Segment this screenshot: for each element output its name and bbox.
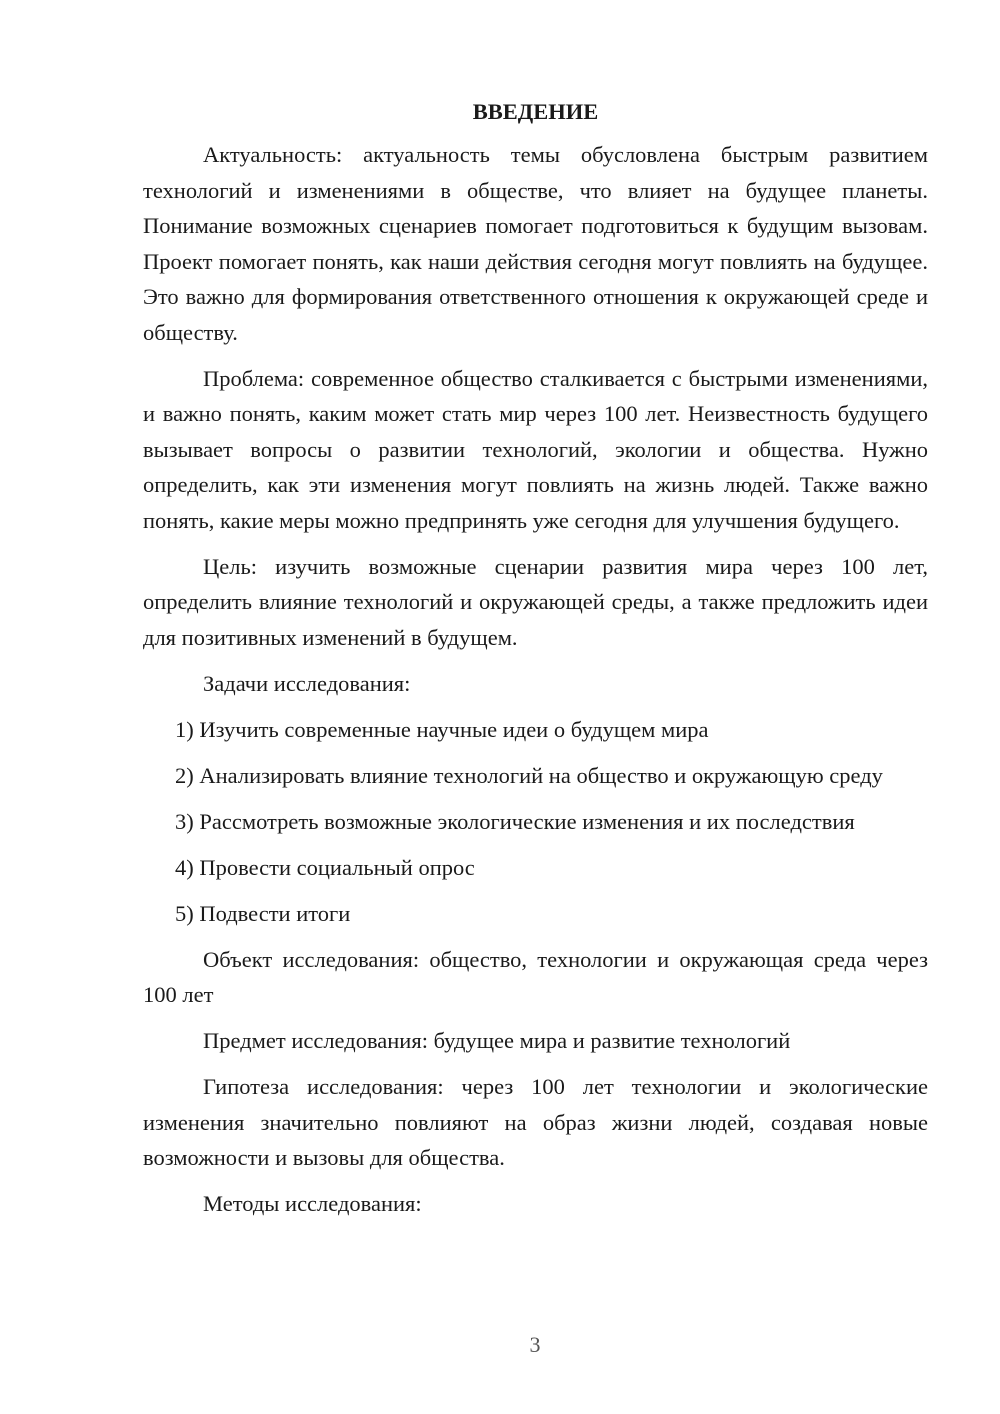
- page-number: 3: [529, 1332, 541, 1357]
- task-item-4: 4) Провести социальный опрос: [175, 854, 475, 880]
- task-item-2: 2) Анализировать влияние технологий на общество и окружающую среду: [175, 762, 883, 788]
- page-content: [143, 97, 928, 1232]
- section-title: ВВЕДЕНИЕ: [472, 99, 599, 124]
- hypothesis-paragraph: Гипотеза исследования: через 100 лет технологии и экологические изменения значительно повлияют на образ жизни людей, создавая новые возможности и вызовы для общества.: [143, 1074, 928, 1170]
- subject-paragraph: Предмет исследования: будущее мира и развитие технологий: [203, 1028, 791, 1053]
- relevance-paragraph: Актуальность: актуальность темы обусловлена быстрым развитием технологий и изменениями в обществе, что влияет на будущее планеты. Понимание возможных сценариев помогает подготовиться к будущим вызовам. Проект помогает понять, как наши действия сегодня могут повлиять на будущее. Это важно для формирования ответственного отношения к окружающей среде и обществу.: [143, 142, 928, 345]
- object-paragraph: Объект исследования: общество, технологии и окружающая среда через 100 лет: [143, 946, 928, 1007]
- problem-paragraph: Проблема: современное общество сталкивается с быстрыми изменениями, и важно понять, каким может стать мир через 100 лет. Неизвестность будущего вызывает вопросы о развитии технологий, экологии и общества. Нужно определить, как эти изменения могут повлиять на жизнь людей. Также важно понять, какие меры можно предпринять уже сегодня для улучшения будущего.: [143, 365, 928, 533]
- task-item-3: 3) Рассмотреть возможные экологические изменения и их последствия: [175, 808, 855, 834]
- tasks-heading: Задачи исследования:: [203, 670, 411, 696]
- goal-paragraph: Цель: изучить возможные сценарии развития мира через 100 лет, определить влияние технологий и окружающей среды, а также предложить идеи для позитивных изменений в будущем.: [143, 553, 928, 650]
- task-item-1: 1) Изучить современные научные идеи о будущем мира: [175, 716, 709, 742]
- methods-paragraph: Методы исследования:: [203, 1191, 422, 1216]
- task-item-5: 5) Подвести итоги: [175, 900, 351, 926]
